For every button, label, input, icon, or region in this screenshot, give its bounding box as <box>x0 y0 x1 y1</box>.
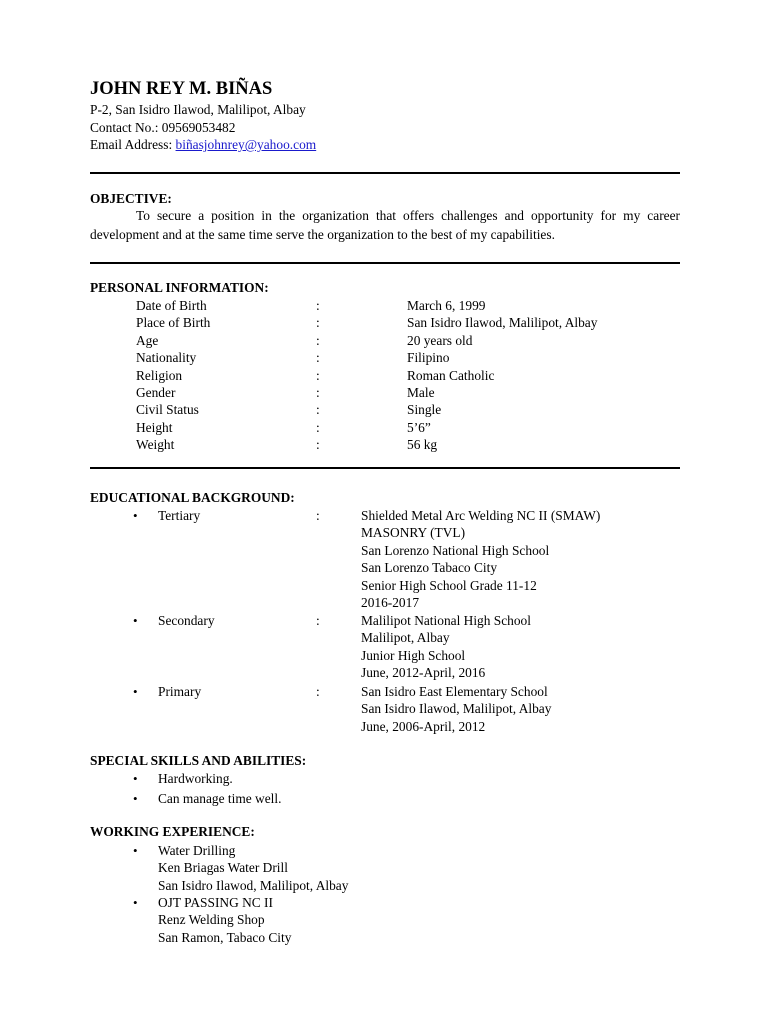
bullet-icon: • <box>133 684 138 699</box>
objective-body: To secure a position in the organization that offers challenges and opportunity for my career development and at the same time serve the organization to the best of my capabilities. <box>90 208 680 242</box>
separator: : <box>316 350 320 366</box>
education-title: EDUCATIONAL BACKGROUND: <box>90 490 295 505</box>
field-value: Roman Catholic <box>407 367 495 383</box>
field-value: Single <box>407 402 442 418</box>
contact-line <box>90 119 235 136</box>
separator: : <box>316 508 320 523</box>
field-value: 5’6” <box>407 419 431 435</box>
personal-info-row <box>0 401 768 418</box>
education-details <box>361 683 551 735</box>
experience-detail-line: Renz Welding Shop <box>158 912 265 928</box>
skill-text: Hardworking. <box>158 771 233 786</box>
education-detail-line: June, 2012-April, 2016 <box>361 665 486 681</box>
field-value: Male <box>407 385 435 400</box>
field-label: Place of Birth <box>136 315 211 331</box>
separator: : <box>316 298 320 313</box>
personal-info-row <box>0 297 768 314</box>
education-detail-line: Malilipot, Albay <box>361 630 450 646</box>
email-label: Email Address: <box>90 137 176 152</box>
field-label: Religion <box>136 367 183 383</box>
separator: : <box>316 385 320 400</box>
field-value: Filipino <box>407 350 450 366</box>
education-details <box>361 612 531 682</box>
contact-number: 09569053482 <box>161 120 236 135</box>
separator: : <box>316 613 320 628</box>
education-details <box>361 507 600 611</box>
applicant-name: JOHN REY M. BIÑAS <box>90 79 273 99</box>
experience-title: WORKING EXPERIENCE: <box>90 824 255 839</box>
bullet-icon: • <box>133 790 138 806</box>
experience-details <box>158 842 348 894</box>
experience-detail-line: San Ramon, Tabaco City <box>158 929 292 945</box>
field-label: Gender <box>136 385 176 400</box>
divider <box>90 262 680 264</box>
education-level: Primary <box>158 684 202 699</box>
education-level: Tertiary <box>158 508 201 523</box>
personal-info-row <box>0 332 768 349</box>
field-value: March 6, 1999 <box>407 298 486 313</box>
education-detail-line: 2016-2017 <box>361 594 420 610</box>
experience-details <box>158 894 291 946</box>
personal-info-title: PERSONAL INFORMATION: <box>90 280 269 295</box>
personal-info-row <box>0 349 768 366</box>
education-detail-line: MASONRY (TVL) <box>361 525 466 541</box>
personal-info-row <box>0 384 768 401</box>
separator: : <box>316 437 320 453</box>
field-label: Weight <box>136 437 175 453</box>
bullet-icon: • <box>133 771 138 786</box>
separator: : <box>316 332 320 348</box>
skill-text: Can manage time well. <box>158 790 282 806</box>
field-value: San Isidro Ilawod, Malilipot, Albay <box>407 315 598 331</box>
objective-text <box>90 207 680 244</box>
experience-detail-line: Water Drilling <box>158 843 236 858</box>
education-level: Secondary <box>158 613 215 628</box>
field-value: 20 years old <box>407 332 473 348</box>
field-label: Height <box>136 419 173 435</box>
education-detail-line: Malilipot National High School <box>361 613 531 628</box>
bullet-icon: • <box>133 895 138 910</box>
bullet-icon: • <box>133 843 138 858</box>
field-label: Age <box>136 332 159 348</box>
separator: : <box>316 367 320 383</box>
personal-info-row <box>0 436 768 453</box>
education-detail-line: San Isidro East Elementary School <box>361 684 548 699</box>
experience-detail-line: Ken Briagas Water Drill <box>158 860 288 876</box>
education-detail-line: Senior High School Grade 11-12 <box>361 577 537 593</box>
bullet-icon: • <box>133 508 138 523</box>
separator: : <box>316 684 320 699</box>
objective-title: OBJECTIVE: <box>90 191 172 206</box>
field-label: Nationality <box>136 350 197 366</box>
separator: : <box>316 315 320 331</box>
field-label: Date of Birth <box>136 298 207 313</box>
divider <box>90 467 680 469</box>
education-detail-line: San Lorenzo Tabaco City <box>361 560 498 576</box>
education-detail-line: Shielded Metal Arc Welding NC II (SMAW) <box>361 508 601 523</box>
personal-info-row <box>0 419 768 436</box>
email-line <box>90 136 316 153</box>
email-link[interactable]: biñasjohnrey@yahoo.com <box>175 137 317 152</box>
experience-detail-line: OJT PASSING NC II <box>158 895 273 910</box>
personal-info-row <box>0 367 768 384</box>
education-detail-line: June, 2006-April, 2012 <box>361 718 486 734</box>
skills-title: SPECIAL SKILLS AND ABILITIES: <box>90 753 307 768</box>
field-label: Civil Status <box>136 402 199 418</box>
separator: : <box>316 419 320 435</box>
field-value: 56 kg <box>407 437 438 453</box>
separator: : <box>316 402 320 418</box>
education-detail-line: San Isidro Ilawod, Malilipot, Albay <box>361 701 552 717</box>
experience-detail-line: San Isidro Ilawod, Malilipot, Albay <box>158 877 349 893</box>
education-detail-line: Junior High School <box>361 647 466 663</box>
divider <box>90 172 680 174</box>
bullet-icon: • <box>133 613 138 628</box>
personal-info-row <box>0 314 768 331</box>
education-detail-line: San Lorenzo National High School <box>361 542 550 558</box>
address-line: P-2, San Isidro Ilawod, Malilipot, Albay <box>90 102 306 117</box>
contact-label: Contact No.: <box>90 120 162 135</box>
